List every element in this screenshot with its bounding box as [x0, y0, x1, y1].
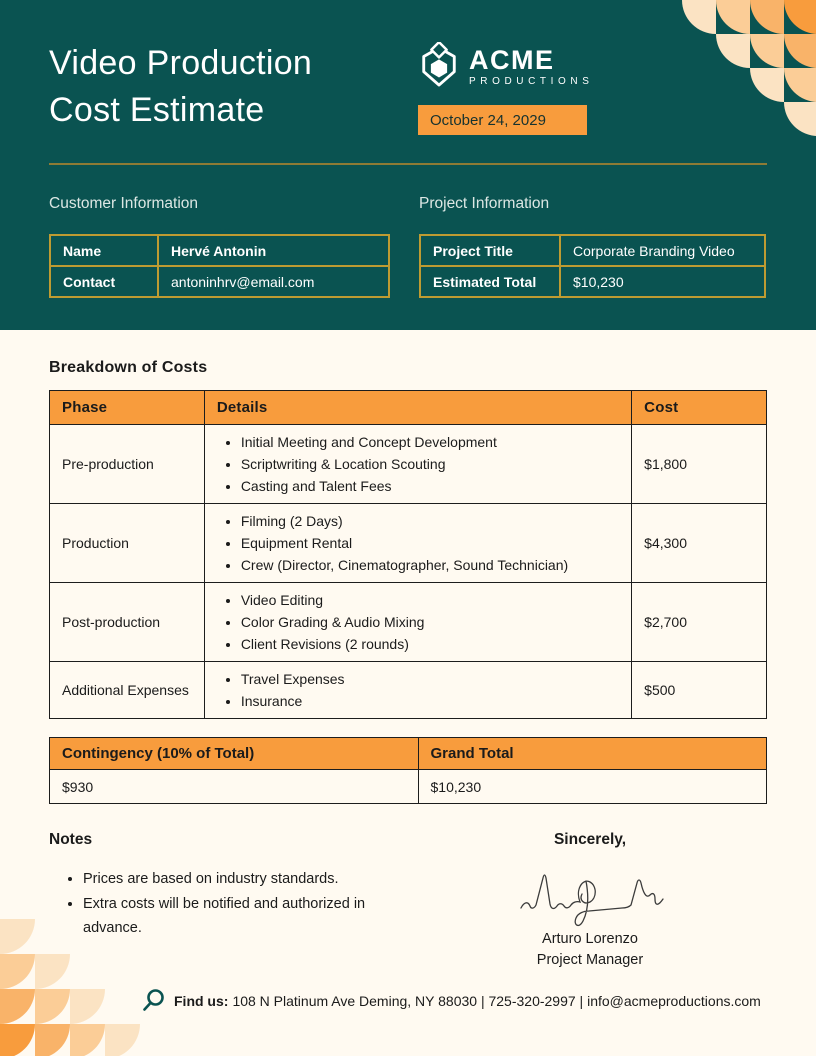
phase-cell: Pre-production: [50, 425, 205, 504]
cost-cell: $500: [632, 662, 767, 719]
logo-text: [469, 46, 594, 87]
column-details: Details: [204, 391, 631, 425]
cost-cell: $1,800: [632, 425, 767, 504]
detail-item: • Video Editing: [241, 589, 621, 611]
detail-item: • Casting and Talent Fees: [241, 475, 621, 497]
customer-name-label: Name: [50, 235, 158, 266]
phase-cell: Production: [50, 504, 205, 583]
signature-block: [475, 831, 705, 971]
title-line-2: Cost Estimate: [49, 91, 265, 129]
customer-information-section: [49, 195, 390, 298]
note-item: • Extra costs will be notified and authorized in advance.: [83, 892, 409, 940]
project-title-label: Project Title: [420, 235, 560, 266]
date-badge: October 24, 2029: [418, 105, 587, 135]
search-icon: [141, 988, 165, 1013]
detail-item: • Scriptwriting & Location Scouting: [241, 453, 621, 475]
note-item: • Prices are based on industry standards.: [83, 867, 409, 891]
footer-text: [174, 993, 761, 1009]
customer-contact-label: Contact: [50, 266, 158, 297]
phase-cell: Post-production: [50, 583, 205, 662]
project-info-table: [419, 234, 766, 298]
details-cell: [204, 425, 631, 504]
customer-info-heading: Customer Information: [49, 195, 199, 212]
column-cost: Cost: [632, 391, 767, 425]
detail-item: • Color Grading & Audio Mixing: [241, 611, 621, 633]
table-row: [50, 504, 767, 583]
phase-cell: Additional Expenses: [50, 662, 205, 719]
totals-table: [49, 737, 767, 804]
details-cell: [204, 504, 631, 583]
estimated-total-value: $10,230: [560, 266, 765, 297]
table-row: [50, 583, 767, 662]
costs-section-heading: Breakdown of Costs: [49, 359, 208, 376]
acme-logo-icon: [418, 42, 460, 90]
customer-name-value: Hervé Antonin: [158, 235, 389, 266]
detail-item: • Equipment Rental: [241, 532, 621, 554]
costs-header-row: [50, 391, 767, 425]
logo-subtitle: PRODUCTIONS: [469, 75, 594, 87]
brand-logo: [418, 42, 594, 90]
signature-closing: Sincerely,: [553, 831, 627, 848]
page-title: [49, 40, 312, 134]
details-cell: [204, 583, 631, 662]
header: [0, 0, 816, 330]
notes-list: [49, 867, 409, 940]
customer-contact-value: antoninhrv@email.com: [158, 266, 389, 297]
grand-total-label: Grand Total: [418, 738, 766, 770]
cost-cell: $4,300: [632, 504, 767, 583]
notes-heading: Notes: [49, 831, 93, 848]
cost-cell: $2,700: [632, 583, 767, 662]
notes-section: [49, 831, 409, 971]
notes-signature-row: [49, 831, 767, 971]
customer-info-table: [49, 234, 390, 298]
footer: [141, 988, 761, 1013]
footer-label: Find us:: [174, 992, 229, 1009]
detail-item: • Crew (Director, Cinematographer, Sound Technician): [241, 554, 621, 576]
contingency-label: Contingency (10% of Total): [50, 738, 419, 770]
detail-item: • Filming (2 Days): [241, 510, 621, 532]
totals-value-row: [50, 770, 767, 804]
project-information-section: [419, 195, 766, 298]
detail-item: • Insurance: [241, 690, 621, 712]
title-line-1: Video Production: [49, 44, 313, 82]
document-body: [0, 330, 816, 971]
detail-item: • Initial Meeting and Concept Development: [241, 431, 621, 453]
project-title-value: Corporate Branding Video: [560, 235, 765, 266]
details-cell: [204, 662, 631, 719]
estimated-total-label: Estimated Total: [420, 266, 560, 297]
logo-name: ACME: [469, 44, 555, 75]
table-row: [50, 425, 767, 504]
contingency-value: $930: [50, 770, 419, 804]
column-phase: Phase: [50, 391, 205, 425]
detail-item: • Travel Expenses: [241, 668, 621, 690]
signer-name: Arturo Lorenzo: [542, 931, 638, 947]
signature-scribble: [515, 855, 665, 929]
signer-title: Project Manager: [536, 952, 644, 968]
table-row: [50, 662, 767, 719]
grand-total-value: $10,230: [418, 770, 766, 804]
header-divider: [49, 163, 767, 165]
project-info-heading: Project Information: [419, 195, 550, 212]
footer-contact: 108 N Platinum Ave Deming, NY 88030 | 725-320-2997 | info@acmeproductions.com: [232, 992, 761, 1009]
costs-table: [49, 390, 767, 719]
totals-header-row: [50, 738, 767, 770]
detail-item: • Client Revisions (2 rounds): [241, 633, 621, 655]
